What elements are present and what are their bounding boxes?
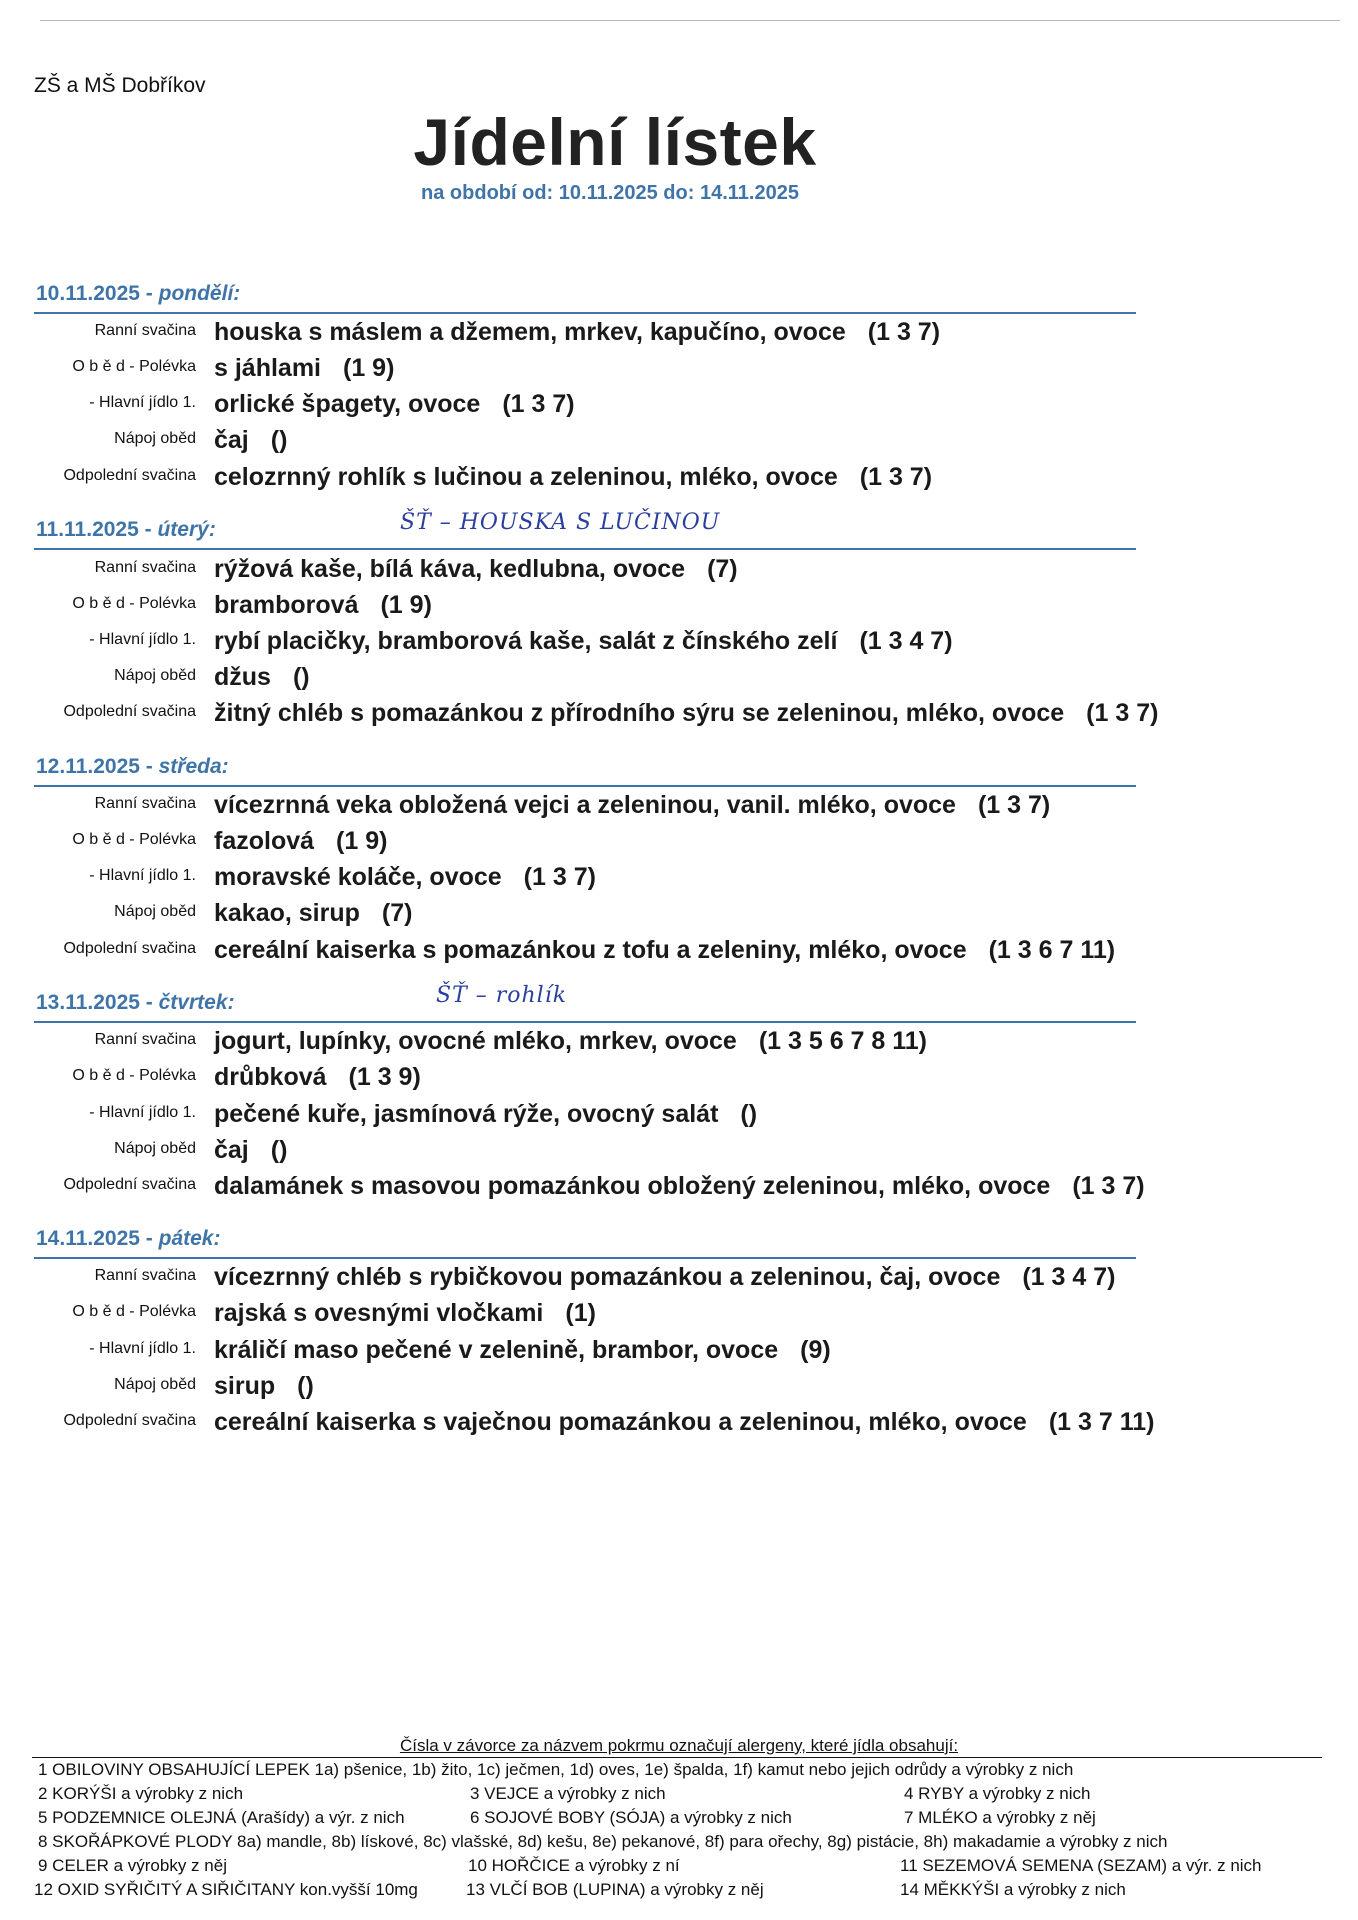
day-date: 10.11.2025 - (36, 282, 153, 305)
meal-label: Odpolední svačina (63, 940, 196, 957)
legend-item: 1 OBILOVINY OBSAHUJÍCÍ LEPEK 1a) pšenice, 1b) žito, 1c) ječmen, 1d) oves, 1e) špalda, 1f) kamut nebo jejich odrůdy a výrobky z nich (38, 1760, 1074, 1779)
allergens: (1) (565, 1299, 596, 1327)
meal-row-drink (0, 663, 1358, 699)
meal-label: Odpolední svačina (63, 1176, 196, 1193)
day-date: 11.11.2025 - (36, 518, 152, 541)
day-name: pátek: (158, 1227, 221, 1250)
meal-label: Odpolední svačina (63, 703, 196, 720)
meal-label: Odpolední svačina (63, 467, 196, 484)
legend-item: 10 HOŘČICE a výrobky z ní (468, 1856, 680, 1875)
allergens: (1 9) (343, 354, 395, 382)
meal-row-soup (0, 591, 1358, 627)
allergens: (1 3 9) (348, 1063, 421, 1091)
allergens: () (297, 1372, 314, 1400)
meal-label: - Hlavní jídlo 1. (89, 867, 196, 884)
meal-text: s jáhlami (1 9) (214, 354, 395, 382)
meal-row-snack-pm (0, 699, 1358, 735)
meal-label: Ranní svačina (94, 1031, 196, 1048)
meal-row-soup (0, 354, 1358, 390)
meal-label: Nápoj oběd (114, 1376, 196, 1393)
meal-text: sirup () (214, 1372, 314, 1400)
meal-label: O b ě d - Polévka (72, 1067, 196, 1084)
day-divider (34, 312, 1136, 314)
meal-row-snack-am (0, 318, 1358, 354)
day-name: pondělí: (158, 282, 241, 305)
allergens: (9) (800, 1336, 831, 1364)
meal-row-main (0, 863, 1358, 899)
meal-row-snack-pm (0, 463, 1358, 499)
meal-row-main (0, 627, 1358, 663)
meal-row-drink (0, 899, 1358, 935)
allergens: (7) (381, 899, 413, 927)
legend-item: 3 VEJCE a výrobky z nich (470, 1784, 666, 1803)
legend-divider (32, 1757, 1322, 1758)
day-date: 14.11.2025 - (36, 1227, 153, 1250)
day-divider (34, 548, 1136, 550)
legend-item: 14 MĚKKÝŠI a výrobky z nich (900, 1880, 1126, 1899)
allergens: (1 3 4 7) (859, 627, 953, 655)
meal-label: O b ě d - Polévka (72, 831, 196, 848)
allergens: () (270, 1136, 288, 1164)
school-name: ZŠ a MŠ Dobříkov (34, 74, 206, 97)
legend-item: 8 SKOŘÁPKOVÉ PLODY 8a) mandle, 8b) lískové, 8c) vlašské, 8d) kešu, 8e) pekanové, 8f) para ořechy, 8g) pistácie, 8h) makadamie a výrobky z nich (38, 1832, 1168, 1851)
meal-text: vícezrnná veka obložená vejci a zeleninou, vanil. mléko, ovoce (1 3 7) (214, 791, 1051, 819)
day-heading (36, 1227, 220, 1251)
meal-text: jogurt, lupínky, ovocné mléko, mrkev, ovoce (1 3 5 6 7 8 11) (214, 1027, 928, 1055)
meal-label: O b ě d - Polévka (72, 358, 196, 375)
meal-text: drůbková (1 3 9) (214, 1063, 421, 1091)
day-heading (36, 518, 216, 542)
meal-label: Ranní svačina (94, 795, 196, 812)
meal-text: moravské koláče, ovoce (1 3 7) (214, 863, 596, 891)
meal-label: Ranní svačina (94, 322, 196, 339)
top-divider (40, 20, 1340, 21)
meal-label: Nápoj oběd (114, 1140, 196, 1157)
handwritten-note: ŠŤ – HOUSKA S LUČINOU (400, 510, 721, 535)
meal-text: celozrnný rohlík s lučinou a zeleninou, mléko, ovoce (1 3 7) (214, 463, 933, 491)
meal-row-main (0, 1100, 1358, 1136)
meal-label: Nápoj oběd (114, 430, 196, 447)
meal-row-drink (0, 426, 1358, 462)
legend-title: Čísla v závorce za názvem pokrmu označují alergeny, které jídla obsahují: (399, 1736, 959, 1755)
legend-row (0, 1880, 1358, 1904)
meal-text: fazolová (1 9) (214, 827, 388, 855)
meal-row-soup (0, 1299, 1358, 1335)
day-divider (34, 785, 1136, 787)
meal-text: orlické špagety, ovoce (1 3 7) (214, 390, 575, 418)
meal-text: rýžová kaše, bílá káva, kedlubna, ovoce (7) (214, 555, 738, 583)
day-name: úterý: (157, 518, 216, 541)
allergens: (1 3 6 7 11) (988, 936, 1116, 964)
meal-row-snack-am (0, 791, 1358, 827)
legend-item: 2 KORÝŠI a výrobky z nich (38, 1784, 244, 1803)
meal-row-snack-pm (0, 936, 1358, 972)
allergens: (1 9) (336, 827, 388, 855)
meal-text: čaj () (214, 426, 288, 454)
legend-row (0, 1832, 1358, 1856)
meal-row-snack-am (0, 1027, 1358, 1063)
legend-row (0, 1808, 1358, 1832)
meal-text: bramborová (1 9) (214, 591, 432, 619)
meal-label: - Hlavní jídlo 1. (89, 394, 196, 411)
meal-text: cereální kaiserka s pomazánkou z tofu a zeleniny, mléko, ovoce (1 3 6 7 11) (214, 936, 1116, 964)
day-date: 12.11.2025 - (36, 755, 153, 778)
meal-row-drink (0, 1136, 1358, 1172)
allergens: (1 3 7 11) (1048, 1408, 1155, 1436)
legend-row (0, 1856, 1358, 1880)
allergens: (1 3 7) (1086, 699, 1159, 727)
meal-row-soup (0, 827, 1358, 863)
meal-row-soup (0, 1063, 1358, 1099)
allergens: () (740, 1100, 758, 1128)
meal-label: Nápoj oběd (114, 667, 196, 684)
meal-text: čaj () (214, 1136, 288, 1164)
day-date: 13.11.2025 - (36, 991, 153, 1014)
allergens: (1 3 7) (523, 863, 596, 891)
meal-text: kakao, sirup (7) (214, 899, 413, 927)
allergens: () (292, 663, 310, 691)
legend-item: 4 RYBY a výrobky z nich (904, 1784, 1091, 1803)
day-divider (34, 1257, 1136, 1259)
legend-item: 13 VLČÍ BOB (LUPINA) a výrobky z něj (466, 1880, 764, 1899)
meal-text: rybí placičky, bramborová kaše, salát z čínského zelí (1 3 4 7) (214, 627, 953, 655)
menu-period: na období od: 10.11.2025 do: 14.11.2025 (421, 182, 799, 204)
allergens: (1 3 4 7) (1022, 1263, 1116, 1291)
meal-text: žitný chléb s pomazánkou z přírodního sýru se zeleninou, mléko, ovoce (1 3 7) (214, 699, 1159, 727)
legend-item: 12 OXID SYŘIČITÝ A SIŘIČITANY kon.vyšší 10mg (34, 1880, 418, 1899)
allergens: (1 3 7) (867, 318, 941, 346)
legend-row (0, 1760, 1358, 1784)
meal-row-snack-pm (0, 1408, 1358, 1444)
meal-label: O b ě d - Polévka (72, 595, 196, 612)
handwritten-note: ŠŤ – rohlík (436, 983, 568, 1008)
meal-row-main (0, 1336, 1358, 1372)
meal-label: - Hlavní jídlo 1. (89, 1104, 196, 1121)
meal-label: - Hlavní jídlo 1. (89, 631, 196, 648)
meal-label: Ranní svačina (94, 1267, 196, 1284)
meal-row-snack-am (0, 1263, 1358, 1299)
legend-item: 5 PODZEMNICE OLEJNÁ (Arašídy) a výr. z nich (38, 1808, 405, 1827)
meal-label: - Hlavní jídlo 1. (89, 1340, 196, 1357)
meal-label: Ranní svačina (94, 559, 196, 576)
day-divider (34, 1021, 1136, 1023)
legend-item: 7 MLÉKO a výrobky z něj (904, 1808, 1096, 1827)
allergens: (1 3 7) (859, 463, 933, 491)
meal-text: králičí maso pečené v zelenině, brambor, ovoce (9) (214, 1336, 831, 1364)
meal-text: džus () (214, 663, 310, 691)
allergens: (1 9) (380, 591, 432, 619)
meal-row-main (0, 390, 1358, 426)
meal-label: O b ě d - Polévka (72, 1303, 196, 1320)
meal-row-snack-am (0, 555, 1358, 591)
legend-row (0, 1784, 1358, 1808)
meal-label: Nápoj oběd (114, 903, 196, 920)
day-heading (36, 991, 235, 1015)
legend-item: 9 CELER a výrobky z něj (38, 1856, 227, 1875)
allergens: (1 3 7) (977, 791, 1051, 819)
allergens: (1 3 7) (502, 390, 575, 418)
allergens: () (270, 426, 288, 454)
meal-row-drink (0, 1372, 1358, 1408)
meal-text: rajská s ovesnými vločkami (1) (214, 1299, 596, 1327)
day-heading (36, 282, 240, 306)
meal-text: pečené kuře, jasmínová rýže, ovocný salát () (214, 1100, 758, 1128)
meal-row-snack-pm (0, 1172, 1358, 1208)
day-name: středa: (158, 755, 229, 778)
legend-item: 6 SOJOVÉ BOBY (SÓJA) a výrobky z nich (470, 1808, 792, 1827)
day-heading (36, 755, 229, 779)
allergens: (7) (707, 555, 738, 583)
meal-text: cereální kaiserka s vaječnou pomazánkou a zeleninou, mléko, ovoce (1 3 7 11) (214, 1408, 1155, 1436)
meal-text: vícezrnný chléb s rybičkovou pomazánkou a zeleninou, čaj, ovoce (1 3 4 7) (214, 1263, 1116, 1291)
allergens: (1 3 7) (1072, 1172, 1145, 1200)
legend-item: 11 SEZEMOVÁ SEMENA (SEZAM) a výr. z nich (900, 1856, 1262, 1875)
day-name: čtvrtek: (158, 991, 235, 1014)
meal-text: houska s máslem a džemem, mrkev, kapučíno, ovoce (1 3 7) (214, 318, 941, 346)
meal-label: Odpolední svačina (63, 1412, 196, 1429)
meal-text: dalamánek s masovou pomazánkou obložený zeleninou, mléko, ovoce (1 3 7) (214, 1172, 1145, 1200)
page-title: Jídelní lístek (413, 105, 817, 179)
allergens: (1 3 5 6 7 8 11) (758, 1027, 928, 1055)
